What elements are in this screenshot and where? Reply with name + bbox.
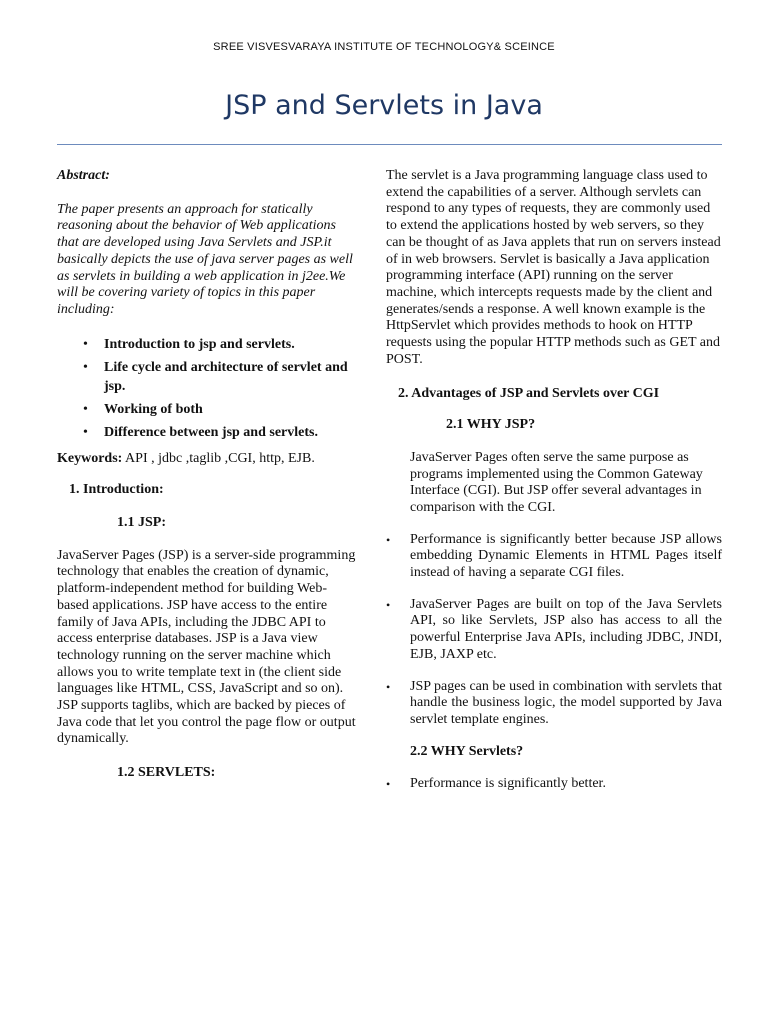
list-item: • Life cycle and architecture of servlet and jsp.: [83, 359, 348, 394]
list-item: • JavaServer Pages are built on top of the Java Servlets API, so like Servlets, JSP also has access to all the powerful Enterprise Java APIs, including JDBC, JNDI, EJB, JAXP etc.: [386, 596, 722, 662]
bullet-icon: •: [83, 401, 88, 417]
why-jsp-paragraph: JavaServer Pages often serve the same purpose as programs implemented using the Common Gateway Interface (CGI). But JSP offer several advantages in comparison with the CGI.: [410, 449, 703, 515]
bullet-icon: •: [386, 679, 391, 694]
topics-list: [57, 335, 357, 442]
subsection-heading-why-servlets: 2.2 WHY Servlets?: [410, 743, 524, 759]
servlet-paragraph: The servlet is a Java programming language class used to extend the capabilities of a server. Although servlets can respond to any types of requests, they are commonly used to extend the applications hosted by web servers, so they can be thought of as Java applets that run on servers instead of in web browsers. Servlet is basically a Java application programming interface (API) running on the server machine, which intercepts requests made by the client and generates/sends a response. A well known example is the HttpServlet which provides methods to hook on HTTP requests using the popular HTTP methods such as GET and POST.: [386, 168, 721, 367]
list-item: • Difference between jsp and servlets.: [83, 424, 318, 440]
keywords-line: [57, 451, 357, 468]
page-title: JSP and Servlets in Java: [225, 90, 543, 121]
bullet-icon: •: [83, 359, 88, 375]
right-column: [386, 168, 722, 808]
bullet-icon: •: [386, 777, 391, 792]
servlet-advantages-list: [386, 776, 722, 793]
abstract-label: Abstract:: [57, 168, 110, 183]
bullet-icon: •: [83, 424, 88, 440]
institute-header: SREE VISVESVARAYA INSTITUTE OF TECHNOLOGY& SCEINCE: [213, 41, 555, 53]
abstract-text: The paper presents an approach for statically reasoning about the behavior of Web applications that are developed using Java Servlets and JSP.it basically depicts the use of java server pages as well as servlets in building a web application in j2ee.We will be covering variety of topics in this paper including:: [57, 201, 353, 317]
title-divider: [57, 144, 722, 145]
keywords-text: API , jdbc ,taglib ,CGI, http, EJB.: [122, 450, 315, 466]
keywords-label: Keywords:: [57, 450, 123, 466]
bullet-icon: •: [386, 597, 391, 612]
list-item: • Introduction to jsp and servlets.: [83, 336, 295, 352]
list-item: • JSP pages can be used in combination with servlets that handle the business logic, the model supported by Java servlet template engines.: [386, 678, 722, 727]
list-item: • Performance is significantly better.: [386, 776, 606, 792]
list-item: • Performance is significantly better because JSP allows embedding Dynamic Elements in HTML Pages itself instead of having a separate CGI files.: [386, 531, 722, 581]
subsection-heading-servlets: 1.2 SERVLETS:: [117, 765, 216, 781]
section-heading-introduction: 1. Introduction:: [69, 482, 164, 498]
bullet-icon: •: [386, 532, 391, 547]
jsp-paragraph: JavaServer Pages (JSP) is a server-side programming technology that enables the creation of dynamic, platform-independent method for building Web-based applications. JSP have access to the entire family of Java APIs, including the JDBC API to access enterprise databases. JSP is a Java view technology running on the server machine which allows you to write template text in (the client side languages like HTML, CSS, JavaScript and so on). JSP supports taglibs, which are backed by pieces of Java code that let you control the page flow or output dynamically.: [57, 547, 356, 747]
section-heading-advantages: 2. Advantages of JSP and Servlets over CGI: [398, 386, 660, 402]
left-column: [57, 168, 357, 798]
list-item: • Working of both: [83, 401, 203, 417]
subsection-heading-jsp: 1.1 JSP:: [117, 515, 166, 531]
bullet-icon: •: [83, 336, 88, 352]
jsp-advantages-list: [386, 532, 722, 729]
subsection-heading-why-jsp: 2.1 WHY JSP?: [446, 417, 536, 433]
